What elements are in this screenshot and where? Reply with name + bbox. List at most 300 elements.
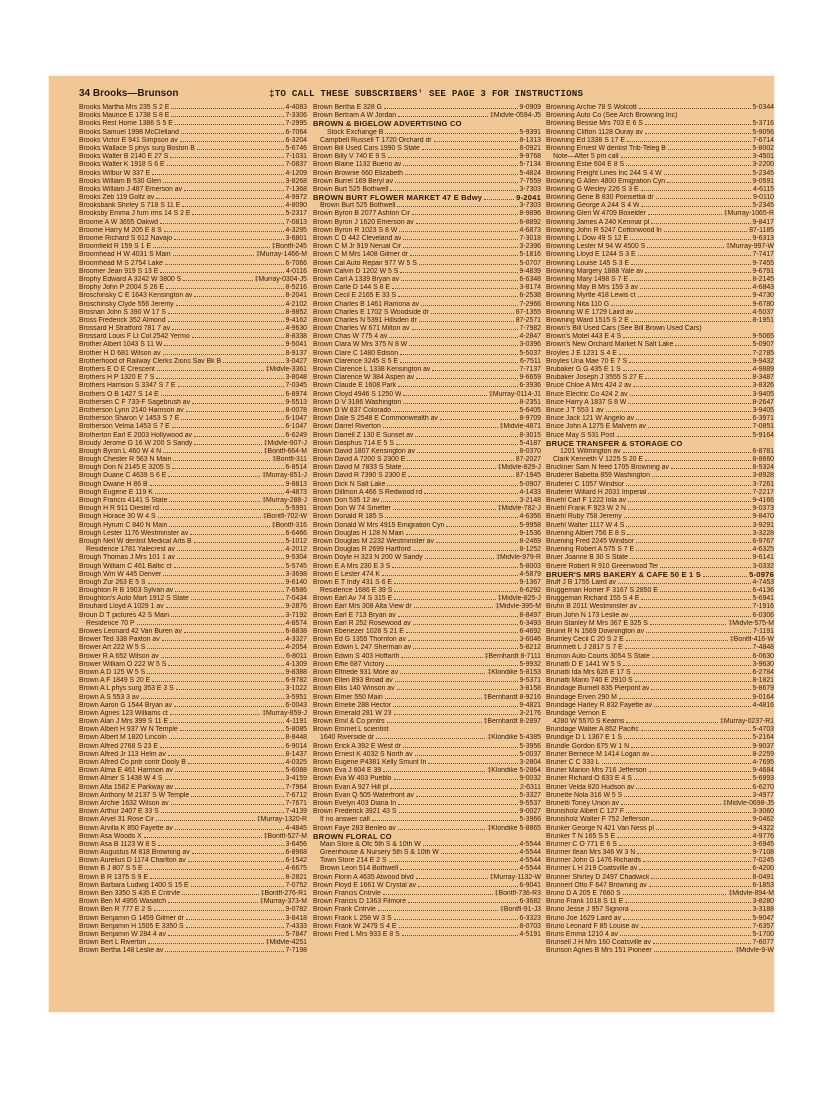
- listing-entry: [313, 219, 541, 227]
- listing-entry: [79, 407, 307, 415]
- listing-entry: [79, 841, 307, 849]
- leader-dots: [619, 353, 751, 355]
- listing-entry: [79, 251, 307, 259]
- listing-entry: [313, 415, 541, 423]
- listing-entry: [313, 194, 541, 202]
- listing-phone: 3-9405: [752, 390, 774, 398]
- listing-phone: 6-1047: [285, 423, 307, 431]
- listing-entry: [313, 497, 541, 505]
- listing-name: Brooks Martha Mrs 235 S 2 E: [79, 104, 170, 111]
- listing-phone: 9-5513: [285, 398, 307, 406]
- listing-phone: ‡Murray-997-W: [726, 243, 774, 251]
- listing-entry: [313, 145, 541, 153]
- leader-dots: [412, 213, 518, 215]
- listing-entry: [313, 915, 541, 923]
- leader-dots: [630, 557, 751, 559]
- leader-dots: [654, 705, 750, 707]
- listing-entry: [79, 268, 307, 276]
- listing-name: BRUER'S MRS BAKERY & CAFE 50 E 1 S: [546, 570, 702, 579]
- listing-name: Broughton R B 1903 Sylvan av: [79, 587, 174, 595]
- listing-phone: 6-8514: [285, 464, 307, 472]
- listing-entry: [79, 382, 307, 390]
- listing-phone: ‡Bontfl-527-M: [263, 832, 307, 840]
- listing-phone: ‡Murray-0114-J1: [489, 390, 541, 398]
- leader-dots: [668, 148, 751, 150]
- listing-phone: 4-1209: [285, 169, 307, 177]
- leader-dots: [416, 222, 518, 224]
- listing-phone: 7-7964: [285, 783, 307, 791]
- listing-entry: [313, 120, 541, 128]
- listing-entry: [313, 784, 541, 792]
- listing-phone: 6-4200: [752, 865, 774, 873]
- listing-entry: [313, 186, 541, 194]
- listing-entry: [313, 841, 541, 849]
- listing-phone: 7-6712: [285, 791, 307, 799]
- listing-entry: [313, 530, 541, 538]
- listing-name: Browning L Dow 49 S 12 E: [546, 235, 629, 242]
- listing-name: Brown Emil & Co prntrs: [313, 718, 385, 726]
- leader-dots: [403, 394, 487, 396]
- leader-dots: [403, 246, 517, 248]
- leader-dots: [408, 639, 518, 641]
- leader-dots: [621, 156, 751, 158]
- listing-phone: ‡Midvle-575-M: [728, 619, 774, 627]
- listing-entry: [313, 857, 541, 865]
- listing-entry: [313, 816, 541, 824]
- listing-name: Brown Billy V 740 E 9 S: [313, 153, 386, 161]
- listing-entry: [313, 833, 541, 841]
- listing-name: Broschinsky Clyde 556 Jeremy: [79, 300, 174, 308]
- listing-phone: 3-0332: [752, 562, 774, 570]
- listing-entry: [313, 865, 541, 873]
- listing-entry: [546, 726, 774, 734]
- leader-dots: [188, 762, 284, 764]
- leader-dots: [156, 377, 283, 379]
- listing-entry: [546, 341, 774, 349]
- listing-entry: [546, 710, 774, 718]
- leader-dots: [190, 533, 283, 535]
- listing-entry: [546, 440, 774, 448]
- listing-phone: ‡Midvle-979-R: [496, 554, 541, 562]
- leader-dots: [417, 451, 518, 453]
- leader-dots: [630, 238, 750, 240]
- listing-name: Brown Bertram A W Jordan: [313, 112, 397, 120]
- listing-entry: [313, 636, 541, 644]
- leader-dots: [167, 164, 284, 166]
- listing-phone: 8-1252: [519, 546, 541, 554]
- leader-dots: [651, 754, 750, 756]
- listing-phone: 9-0909: [519, 104, 541, 111]
- listing-entry: [79, 612, 307, 620]
- leader-dots: [425, 557, 495, 559]
- listing-phone: ‡Murray-288-J: [262, 497, 307, 504]
- listing-name: Brown Douglas R 2699 Hartford: [313, 546, 411, 554]
- listing-entry: [79, 104, 307, 112]
- listing-name: Bruno Leonard F 85 Louise av: [546, 922, 639, 930]
- listing-entry: [546, 284, 774, 292]
- listing-entry: [79, 931, 307, 939]
- leader-dots: [628, 500, 750, 502]
- listing-entry: [79, 350, 307, 358]
- listing-name: Clark Kenneth V 1225 S 20 E: [553, 456, 644, 464]
- listing-name: Brotherton Earl E 2003 Hollywood av: [79, 431, 192, 439]
- listing-phone: 5-8212: [519, 644, 541, 652]
- listing-name: Bruce J T 553 1 av: [546, 406, 604, 414]
- listing-entry: [79, 301, 307, 309]
- listing-entry: [546, 612, 774, 620]
- leader-dots: [630, 394, 751, 396]
- listing-phone: ‡Murray-0304-J5: [254, 275, 307, 283]
- leader-dots: [647, 246, 724, 248]
- leader-dots: [173, 459, 270, 461]
- leader-dots: [703, 575, 747, 577]
- leader-dots: [623, 893, 727, 895]
- leader-dots: [186, 410, 284, 412]
- listing-phone: 9-0027: [519, 808, 541, 816]
- leader-dots: [630, 279, 751, 281]
- listing-phone: 9-6659: [519, 374, 541, 382]
- leader-dots: [637, 852, 750, 854]
- listing-entry: [546, 554, 774, 562]
- leader-dots: [144, 836, 262, 838]
- listing-entry: [313, 792, 541, 800]
- listing-phone: 5-7134: [519, 161, 541, 169]
- leader-dots: [163, 353, 284, 355]
- leader-dots: [393, 705, 517, 707]
- listing-phone: ‡Midvle-825-J: [497, 595, 541, 603]
- leader-dots: [648, 213, 722, 215]
- listing-phone: ‡Murray-851-J: [262, 472, 307, 480]
- listing-entry: [79, 513, 307, 521]
- listing-name: Brown David A 7200 S 2300 E: [313, 456, 406, 464]
- leader-dots: [412, 328, 518, 330]
- listing-entry: [79, 137, 307, 145]
- leader-dots: [392, 566, 517, 568]
- listing-entry: [546, 260, 774, 268]
- listing-entry: [313, 710, 541, 718]
- listing-phone: 3-4977: [752, 791, 774, 799]
- listing-name: Brown Arvilla K 850 Fayette av: [79, 824, 173, 832]
- leader-dots: [651, 819, 750, 821]
- listing-entry: [546, 833, 774, 841]
- leader-dots: [141, 697, 283, 699]
- listing-entry: [546, 947, 774, 955]
- listing-phone: 9-0110: [753, 194, 774, 202]
- listing-phone: 8-5216: [285, 284, 307, 292]
- listing-name: Browning May B Mrs 159 3 av: [546, 284, 638, 292]
- leader-dots: [651, 877, 750, 879]
- leader-dots: [675, 344, 750, 346]
- leader-dots: [413, 549, 518, 551]
- listing-entry: [546, 751, 774, 759]
- listing-name: Brown Asa Woods X: [79, 832, 142, 840]
- listing-name: Brough Duane C 4639 S 6 E: [79, 472, 167, 480]
- listing-entry: [313, 734, 541, 742]
- listing-entry: [79, 276, 307, 284]
- listing-name: Brown Byron R 1023 S 8 W: [313, 226, 398, 234]
- listing-entry: [313, 890, 541, 898]
- listing-name: Browning Lester M 94 W 4500 S: [546, 243, 646, 251]
- listing-name: Brophy Edward A 3242 W 3800 S: [79, 275, 182, 283]
- listing-name: Brown Elmer 550 Main: [313, 693, 383, 701]
- leader-dots: [626, 811, 750, 813]
- listing-phone: 3-8326: [752, 382, 774, 390]
- listing-entry: [79, 890, 307, 898]
- leader-dots: [194, 295, 283, 297]
- listing-name: Bruderer Willard H 2031 Imperial: [546, 488, 647, 496]
- leader-dots: [171, 107, 283, 109]
- listing-phone: 9-6140: [285, 578, 307, 586]
- listing-name: Brough William C 461 Baltic ct: [79, 562, 172, 570]
- listing-entry: [313, 669, 541, 677]
- listing-phone: 7-0345: [285, 382, 307, 390]
- listing-name: Brown Burt 525 Bothwell: [320, 202, 396, 210]
- listing-entry: [546, 235, 774, 243]
- listing-entry: [546, 186, 774, 194]
- listing-name: Browning Ed 1338 S 17 E: [546, 136, 625, 144]
- listing-phone: 5-3956: [519, 742, 541, 750]
- leader-dots: [398, 295, 517, 297]
- leader-dots: [164, 344, 283, 346]
- leader-dots: [169, 525, 269, 527]
- listing-entry: [79, 603, 307, 611]
- listing-phone: 6-6270: [752, 783, 774, 791]
- listing-name: Brunker George N 421 Van Ness pl: [546, 824, 654, 832]
- listing-name: Browning Ernest W dentist Trib-Teleg B: [546, 144, 666, 152]
- listing-phone: 8-2041: [285, 292, 307, 300]
- listing-phone: 9-0032: [519, 775, 541, 783]
- leader-dots: [626, 525, 750, 527]
- listing-name: Brooks Zeb 119 Goltz av: [79, 194, 155, 202]
- listing-entry: [79, 923, 307, 931]
- listing-name: Browning Clifton 1128 Ouray av: [546, 128, 643, 136]
- listing-entry: [79, 202, 307, 210]
- listing-phone: 8-0921: [519, 144, 541, 152]
- leader-dots: [152, 680, 283, 682]
- listing-name: Brown Almer S 1438 W 4 S: [79, 775, 163, 783]
- listing-phone: 4-4083: [285, 104, 307, 111]
- listing-name: Residence 70 P: [86, 619, 135, 627]
- listing-name: Brown Florin A 4635 Atwood blvd: [313, 873, 414, 881]
- listing-phone: 5-7847: [285, 930, 307, 938]
- listing-phone: 5-8002: [752, 144, 774, 152]
- listing-phone: 3-4501: [752, 153, 774, 161]
- listing-entry: [546, 620, 774, 628]
- listing-phone: 9-4730: [752, 292, 774, 300]
- listing-phone: 3-3698: [285, 570, 307, 578]
- listing-entry: [313, 513, 541, 521]
- leader-dots: [624, 516, 751, 518]
- listing-name: Broomfield R 159 S 1 E: [79, 243, 152, 251]
- listing-phone: 3-8418: [285, 914, 307, 922]
- listing-name: Brown Emelie 288 Hector: [313, 701, 392, 709]
- listing-entry: [313, 825, 541, 833]
- listing-phone: ‡Murray-0237-R1: [720, 718, 774, 726]
- listing-entry: [79, 178, 307, 186]
- leader-dots: [648, 426, 751, 428]
- leader-dots: [152, 173, 283, 175]
- leader-dots: [383, 893, 493, 895]
- listing-phone: ‡Bontfl-664-M: [263, 447, 307, 455]
- leader-dots: [664, 173, 751, 175]
- leader-dots: [168, 664, 283, 666]
- listing-name: Greenhouse & Nursery 5th S & 10th W: [320, 849, 439, 857]
- listing-phone: ‡Murray-373-M: [259, 898, 307, 906]
- listing-name: Brough Dwane H 86 B: [79, 480, 148, 488]
- leader-dots: [618, 582, 751, 584]
- leader-dots: [634, 778, 751, 780]
- listing-name: Brother H D 681 Wilson av: [79, 349, 161, 357]
- listing-name: Brown Cloyd 4946 S 1250 W: [313, 390, 402, 398]
- listing-name: Brown Francis D 1363 Filmore: [313, 898, 407, 906]
- listing-name: Residence 1686 E 39 S: [320, 587, 393, 595]
- listing-entry: [546, 759, 774, 767]
- listing-phone: 4-2054: [285, 644, 307, 652]
- leader-dots: [160, 222, 284, 224]
- leader-dots: [631, 746, 750, 748]
- listing-phone: 3-7261: [752, 480, 774, 488]
- listing-entry: [313, 309, 541, 317]
- listing-phone: 6-6348: [519, 275, 541, 283]
- listing-name: Brooks Wilbur W 337 E: [79, 169, 151, 177]
- listing-phone: 6-2538: [519, 292, 541, 300]
- listing-phone: 6-7511: [520, 357, 541, 365]
- listing-phone: ‡Bontfl-276-R1: [260, 890, 307, 897]
- leader-dots: [624, 795, 750, 797]
- listing-name: Bruin John N 173 Leslie av: [546, 611, 629, 619]
- leader-dots: [406, 533, 518, 535]
- leader-dots: [415, 435, 517, 437]
- leader-dots: [399, 230, 517, 232]
- listing-name: Broyles J E 1231 S 4 E: [546, 349, 617, 357]
- leader-dots: [436, 541, 518, 543]
- listing-name: Brothers E O E Crescent: [79, 366, 155, 373]
- leader-dots: [631, 909, 751, 911]
- listing-name: Brown Erick A 392 E West dr: [313, 742, 401, 750]
- listing-entry: [546, 603, 774, 611]
- listing-name: Bruner Velda 820 Hudson av: [546, 783, 635, 791]
- listing-phone: 3-9291: [752, 521, 774, 529]
- listing-name: Bruner C C 333 L: [546, 759, 600, 766]
- listing-phone: 8-1821: [752, 677, 774, 685]
- listing-name: Brown Alfred Jr 113 Helm av: [79, 750, 166, 758]
- listing-phone: 6-7064: [285, 128, 307, 136]
- leader-dots: [394, 582, 517, 584]
- listing-name: Brown Brownie 660 Elizabeth: [313, 169, 404, 177]
- leader-dots: [635, 312, 750, 314]
- listing-phone: 4-2102: [285, 300, 307, 308]
- leader-dots: [397, 205, 517, 207]
- listing-entry: [79, 792, 307, 800]
- listing-name: Brothers H P 1320 E 7 S: [79, 374, 155, 382]
- leader-dots: [172, 467, 283, 469]
- leader-dots: [192, 852, 284, 854]
- listing-name: Brunner Shirley D 2497 Chadwick: [546, 873, 650, 881]
- listing-entry: [546, 145, 774, 153]
- leader-dots: [188, 860, 284, 862]
- listing-entry: [546, 325, 774, 333]
- listing-phone: 3-6456: [285, 840, 307, 848]
- leader-dots: [623, 918, 750, 920]
- listing-name: Brown Dick N Salt Lake: [313, 480, 386, 488]
- leader-dots: [172, 328, 283, 330]
- listing-phone: 4-5544: [519, 849, 541, 857]
- listing-name: Brown C D 442 Cleveland av: [313, 235, 402, 242]
- leader-dots: [385, 516, 517, 518]
- leader-dots: [406, 631, 518, 633]
- listing-name: Brown Charles W 671 Milton av: [313, 325, 410, 333]
- listing-phone: ‡Bontfl-311: [272, 456, 307, 464]
- leader-dots: [175, 590, 283, 592]
- listing-entry: [313, 276, 541, 284]
- leader-dots: [403, 164, 517, 166]
- leader-dots: [623, 664, 750, 666]
- leader-dots: [432, 369, 517, 371]
- listing-phone: 5-2345: [752, 202, 774, 210]
- leader-dots: [192, 402, 283, 404]
- listing-entry: [79, 186, 307, 194]
- listing-name: Browning W E 1729 Laird av: [546, 308, 634, 316]
- listing-entry: [546, 407, 774, 415]
- listing-entry: [313, 628, 541, 636]
- listing-phone: 7-0851: [752, 423, 774, 431]
- listing-phone: 3-2176: [519, 709, 541, 717]
- leader-dots: [641, 729, 751, 731]
- leader-dots: [385, 132, 517, 134]
- listing-name: Brown Ben M 4955 Wasatch: [79, 898, 167, 906]
- leader-dots: [182, 893, 259, 895]
- listing-name: Broschinsky C E 1643 Kensington av: [79, 292, 193, 300]
- listing-name: Brown Blaine 1132 Bueno av: [313, 161, 402, 169]
- listing-name: Brown Agnes 123 Williams ct: [79, 709, 168, 717]
- listing-phone: 7-1916: [752, 603, 774, 611]
- listing-name: Broome A W 3655 Oakwd: [79, 218, 158, 226]
- listing-name: Brosnan John S 390 W 17 S: [79, 308, 166, 316]
- listing-entry: [546, 816, 774, 824]
- listing-name: Brown Ebenezer 1028 S 21 E: [313, 628, 404, 635]
- listing-phone: 9-0462: [752, 816, 774, 824]
- listing-entry: [313, 489, 541, 497]
- leader-dots: [182, 205, 283, 207]
- leader-dots: [484, 198, 514, 200]
- leader-dots: [401, 279, 517, 281]
- listing-phone: 8-9709: [519, 415, 541, 423]
- leader-dots: [172, 426, 284, 428]
- leader-dots: [620, 934, 751, 936]
- leader-dots: [197, 148, 284, 150]
- listing-phone: 5-9047: [752, 914, 774, 922]
- listing-phone: ‡Murray-859-J: [262, 709, 307, 717]
- listing-phone: 4-1309: [285, 660, 307, 668]
- listing-entry: [546, 423, 774, 431]
- listing-phone: 8-2351: [519, 398, 541, 406]
- listing-entry: [546, 849, 774, 857]
- listing-entry: [546, 243, 774, 251]
- listing-phone: 8-2259: [752, 750, 774, 758]
- leader-dots: [163, 181, 284, 183]
- listing-name: Brown Aaron G 1544 Bryan av: [79, 701, 173, 709]
- listing-phone: 5-0707: [519, 259, 541, 267]
- listing-phone: 6-3971: [752, 415, 774, 423]
- leader-dots: [394, 778, 518, 780]
- leader-dots: [631, 320, 751, 322]
- listing-entry: [313, 808, 541, 816]
- listing-phone: ‡Midvle-3361: [265, 366, 307, 373]
- listing-entry: [546, 841, 774, 849]
- listing-phone: 6-8011: [286, 652, 307, 660]
- listing-phone: 7-0752: [285, 881, 307, 889]
- leader-dots: [194, 443, 261, 445]
